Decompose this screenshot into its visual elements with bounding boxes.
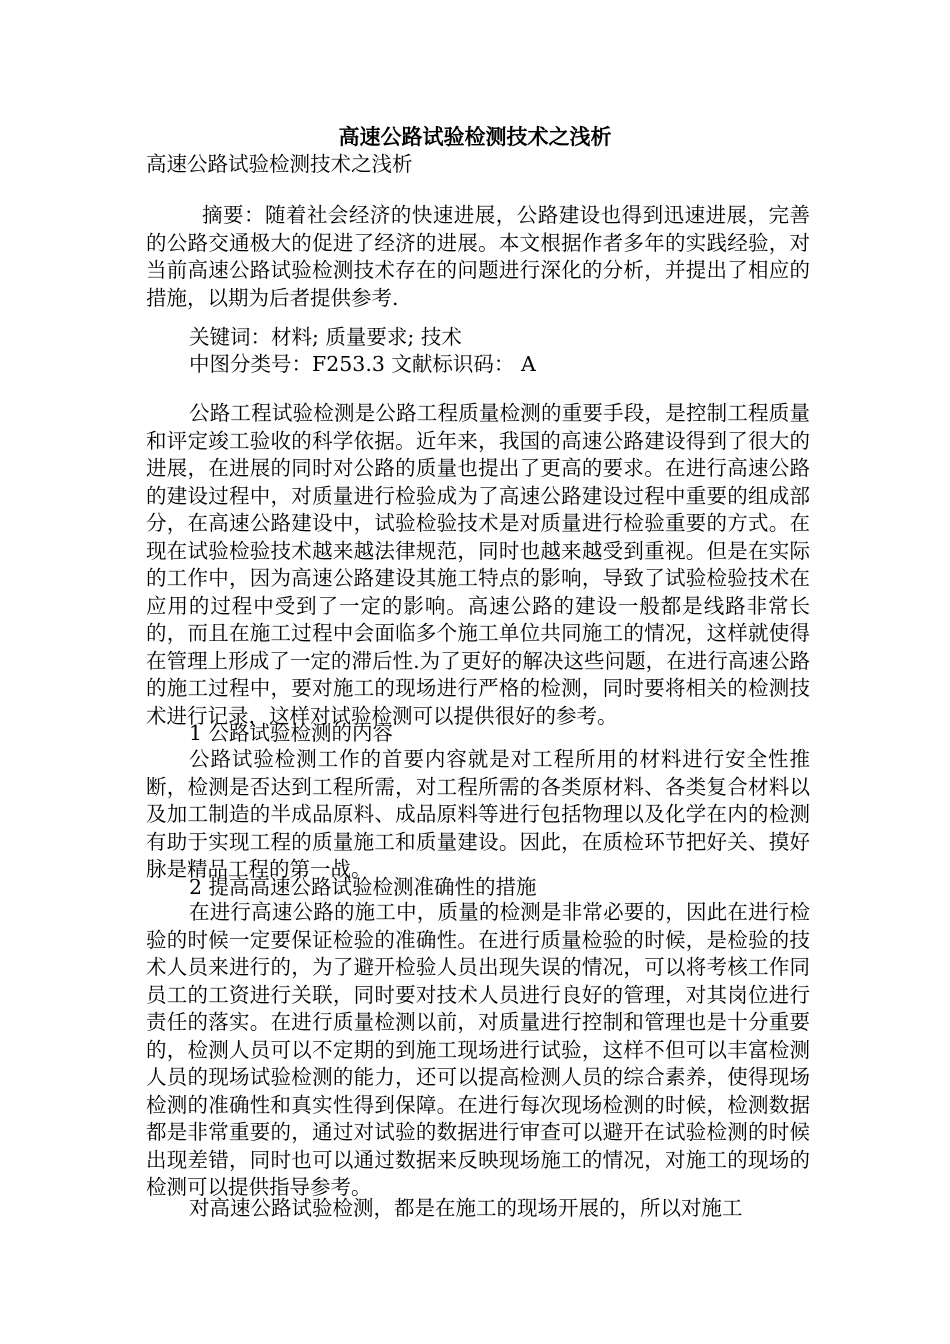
section-heading: 2 提高高速公路试验检测准确性的措施 [189,875,537,899]
body-paragraph: 对高速公路试验检测，都是在施工的现场开展的，所以对施工 [189,1196,743,1220]
body-paragraph: 在进行高速公路的施工中，质量的检测是非常必要的，因此在进行检验的时候一定要保证检验的准确性。在进行质量检验的时候，是检验的技术人员来进行的，为了避开检验人员出现失误的情况，可以将考核工作同员工的工资进行关联，同时要对技术人员进行良好的管理，对其岗位进行责任的落实。在进行质量检测以前，对质量进行控制和管理也是十分重要的，检测人员可以不定期的到施工现场进行试验，这样不但可以丰富检测人员的现场试验检测的能力，还可以提高检测人员的综合素养，使得现场检测的准确性和真实性得到保障。在进行每次现场检测的时候，检测数据都是非常重要的，通过对试验的数据进行审查可以避开在试验检测的时候出现差错，同时也可以通过数据来反映现场施工的情况，对施工的现场的检测可以提供指导参考。 [146,900,810,1199]
body-paragraph: 公路试验检测工作的首要内容就是对工程所用的材料进行安全性推断，检测是否达到工程所需，对工程所需的各类原材料、各类复合材料以及加工制造的半成品原料、成品原料等进行包括物理以及化学在内的检测有助于实现工程的质量施工和质量建设。因此，在质检环节把好关、摸好脉是精品工程的第一战。 [146,747,810,881]
body-paragraph: 公路工程试验检测是公路工程质量检测的重要手段，是控制工程质量和评定竣工验收的科学依据。近年来，我国的高速公路建设得到了很大的进展，在进展的同时对公路的质量也提出了更高的要求。在进行高速公路的建设过程中，对质量进行检验成为了高速公路建设过程中重要的组成部分，在高速公路建设中，试验检验技术是对质量进行检验重要的方式。在现在试验检验技术越来越法律规范，同时也越来越受到重视。但是在实际的工作中，因为高速公路建设其施工特点的影响，导致了试验检验技术在应用的过程中受到了一定的影响。高速公路的建设一般都是线路非常长的，而且在施工过程中会面临多个施工单位共同施工的情况，这样就使得在管理上形成了一定的滞后性.为了更好的解决这些问题，在进行高速公路的施工过程中，要对施工的现场进行严格的检测，同时要将相关的检测技术进行记录，这样对试验检测可以提供很好的参考。 [146,401,810,728]
section-heading: 1 公路试验检测的内容 [189,721,394,745]
document-subtitle: 高速公路试验检测技术之浅析 [146,152,413,176]
abstract-paragraph: 摘要：随着社会经济的快速进展，公路建设也得到迅速进展，完善的公路交通极大的促进了经济的进展。本文根据作者多年的实践经验，对当前高速公路试验检测技术存在的问题进行深化的分析，并提出了相应的措施，以期为后者提供参考. [146,203,810,310]
document-title: 高速公路试验检测技术之浅析 [338,124,612,149]
keywords-line: 关键词：材料; 质量要求; 技术 [189,325,462,349]
classification-line: 中图分类号：F253.3 文献标识码： A [189,352,536,376]
